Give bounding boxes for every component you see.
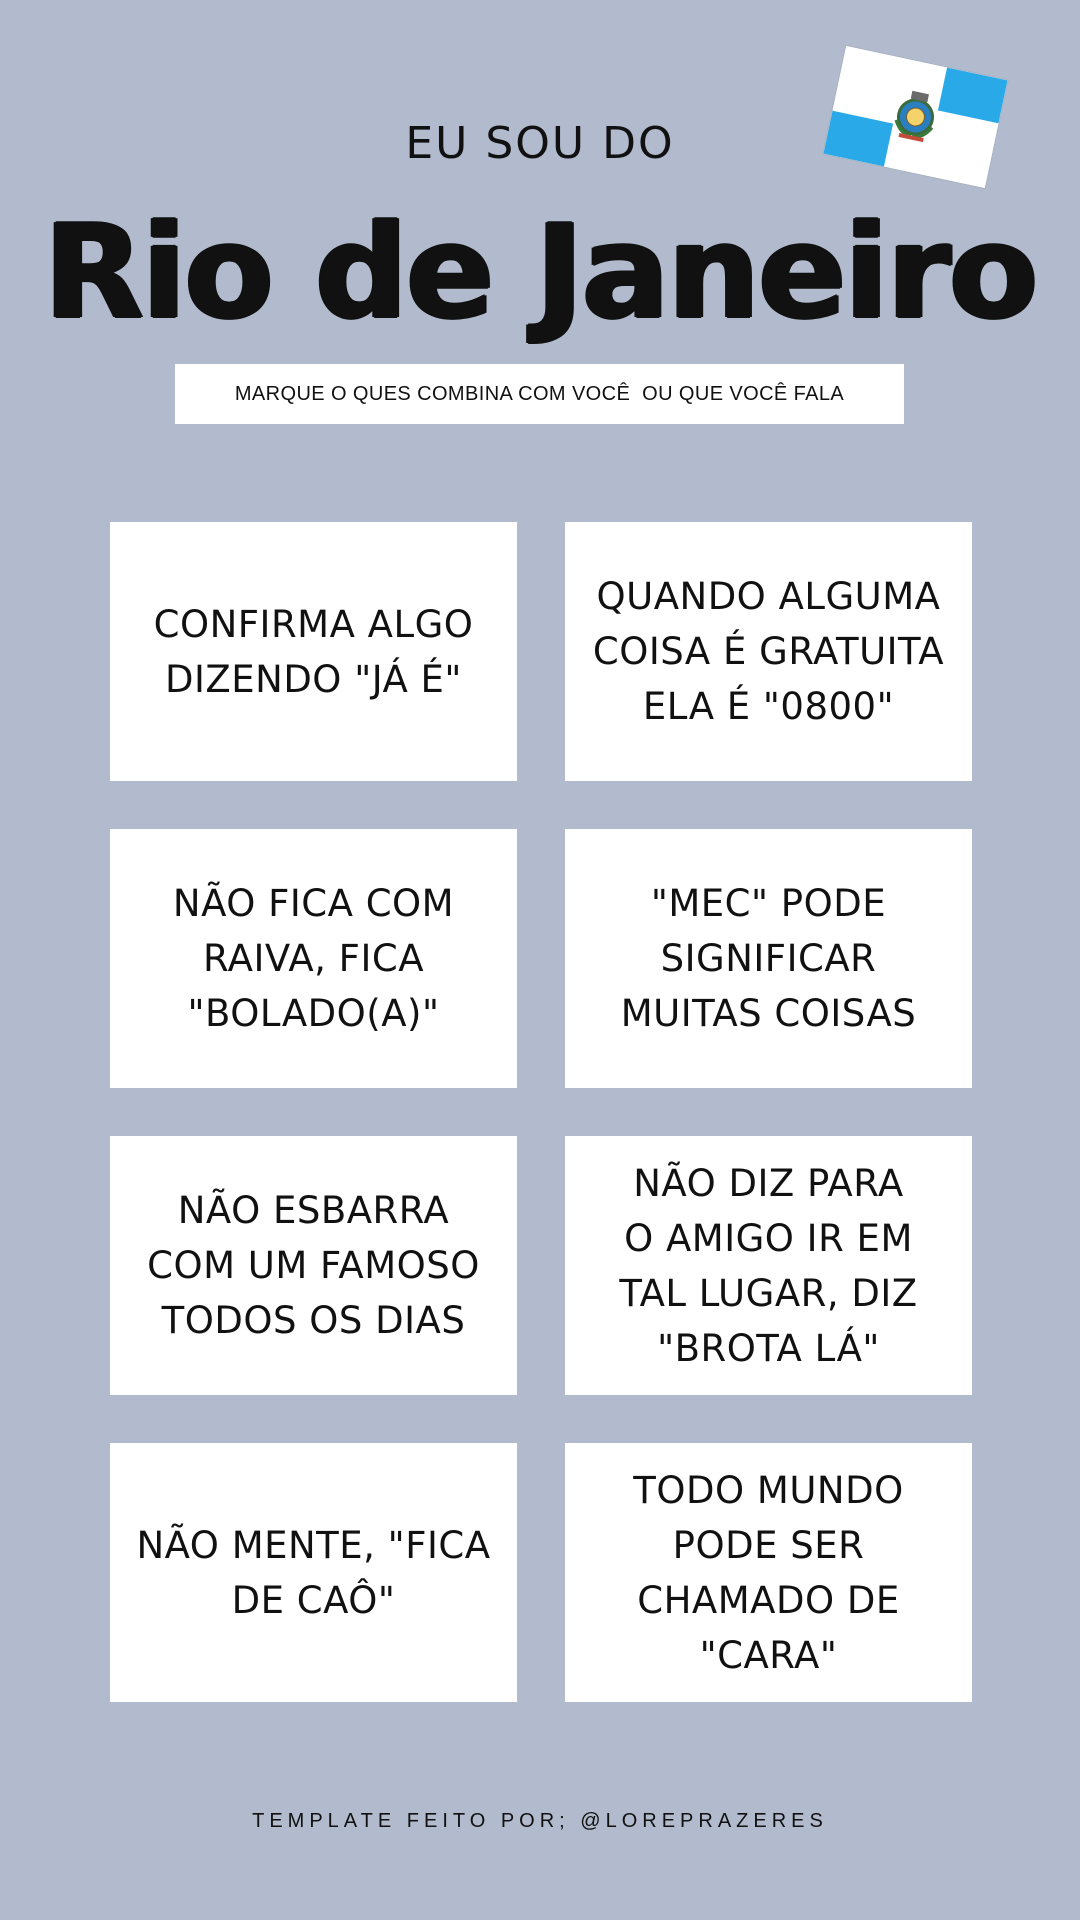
instruction-text: MARQUE O QUES COMBINA COM VOCÊ OU QUE VOCÊ FALA bbox=[234, 382, 845, 405]
bingo-grid bbox=[110, 522, 972, 1702]
bingo-card[interactable] bbox=[565, 1443, 972, 1702]
bingo-card[interactable] bbox=[110, 522, 517, 781]
bingo-card[interactable] bbox=[110, 1443, 517, 1702]
bingo-card[interactable] bbox=[110, 1136, 517, 1395]
footer-credit: TEMPLATE FEITO POR; @LOREPRAZERES bbox=[252, 1810, 828, 1832]
bingo-card-text: NÃO MENTE, "FICA DE CAÔ" bbox=[136, 1523, 491, 1622]
instruction-banner bbox=[175, 364, 904, 424]
bingo-card[interactable] bbox=[565, 1136, 972, 1395]
bingo-card[interactable] bbox=[565, 522, 972, 781]
bingo-card-text: CONFIRMA ALGO DIZENDO "JÁ É" bbox=[153, 602, 474, 701]
bingo-card[interactable] bbox=[565, 829, 972, 1088]
bingo-card[interactable] bbox=[110, 829, 517, 1088]
bingo-card-text: QUANDO ALGUMA COISA É GRATUITA ELA É "0800" bbox=[592, 575, 945, 728]
bingo-card-text: NÃO FICA COM RAIVA, FICA "BOLADO(A)" bbox=[172, 882, 455, 1035]
bingo-card-text: NÃO DIZ PARA O AMIGO IR EM TAL LUGAR, DIZ "BROTA LÁ" bbox=[619, 1161, 918, 1370]
kicker-text: EU SOU DO bbox=[405, 118, 675, 169]
bingo-card-text: "MEC" PODE SIGNIFICAR MUITAS COISAS bbox=[620, 882, 917, 1035]
bingo-card-text: NÃO ESBARRA COM UM FAMOSO TODOS OS DIAS bbox=[147, 1189, 480, 1342]
page-title: Rio de Janeiro bbox=[43, 196, 1037, 348]
bingo-card-text: TODO MUNDO PODE SER CHAMADO DE "CARA" bbox=[633, 1468, 904, 1677]
